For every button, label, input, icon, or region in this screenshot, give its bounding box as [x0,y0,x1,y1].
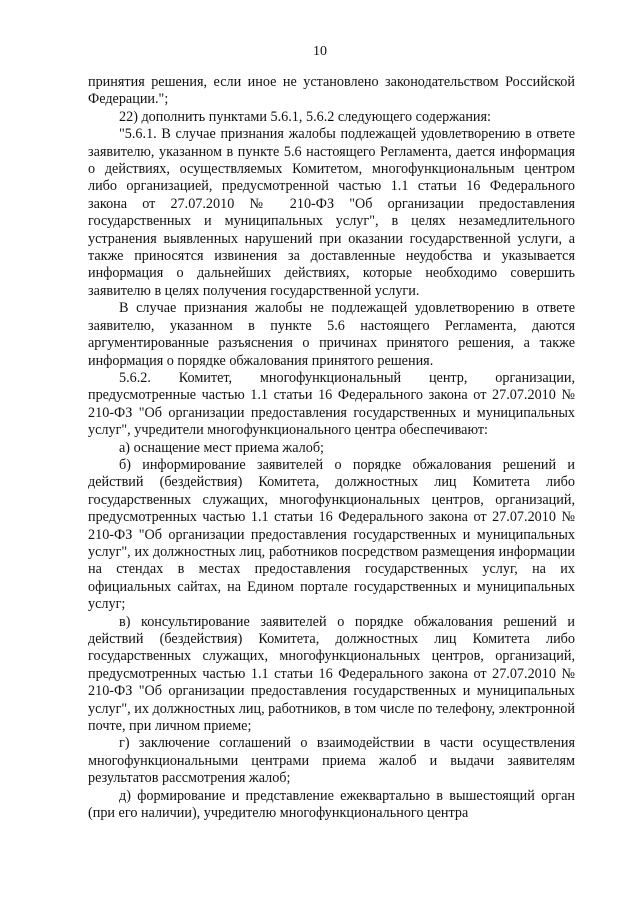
paragraph-refusal: В случае признания жалобы не подлежащей удовлетворению в ответе заявителю, указанном в пункте 5.6 настоящего Регламента, даются аргументированные разъяснения о причинах принятого решения, а также информация о порядке обжалования принятого решения. [88,300,575,369]
paragraph-5-6-2: 5.6.2. Комитет, многофункциональный центр, организации, предусмотренные частью 1.1 статьи 16 Федерального закона от 27.07.2010 № 210-ФЗ "Об организации предоставления государственных и муниципальных услуг", учредители многофункционального центра обеспечивают: [88,369,575,439]
paragraph-continuation: принятия решения, если иное не установлено законодательством Российской Федерации."; [88,74,575,108]
page-number: 10 [313,44,327,59]
document-body [88,74,575,822]
paragraph-item-22: 22) дополнить пунктами 5.6.1, 5.6.2 следующего содержания: [119,108,491,125]
list-item-b: б) информирование заявителей о порядке обжалования решений и действий (бездействия) Комитета, должностных лиц Комитета либо государственных служащих, многофункциональных центров, организаций, предусмотренных частью 1.1 статьи 16 Федерального закона от 27.07.2010 № 210-ФЗ "Об организации предоставления государственных и муниципальных услуг", их должностных лиц, работников посредством размещения информации на стендах в местах предоставления государственных услуг, на их официальных сайтах, на Едином портале государственных и муниципальных услуг; [88,456,575,613]
list-item-a: а) оснащение мест приема жалоб; [119,439,324,456]
list-item-d: д) формирование и представление ежеквартально в вышестоящий орган (при его наличии), учредителю многофункционального центра [88,787,575,822]
paragraph-5-6-1: "5.6.1. В случае признания жалобы подлежащей удовлетворению в ответе заявителю, указанном в пункте 5.6 настоящего Регламента, дается информация о действиях, осуществляемых Комитетом, многофункциональным центром либо организацией, предусмотренной частью 1.1 статьи 16 Федерального закона от 27.07.2010 № 210-ФЗ "Об организации предоставления государственных и муниципальных услуг", в целях незамедлительного устранения выявленных нарушений при оказании государственной услуги, а также приносятся извинения за доставленные неудобства и указывается информация о дальнейших действиях, которые необходимо совершить заявителю в целях получения государственной услуги. [88,126,575,299]
list-item-g: г) заключение соглашений о взаимодействии в части осуществления многофункциональными центрами приема жалоб и выдачи заявителям результатов рассмотрения жалоб; [88,735,575,787]
list-item-v: в) консультирование заявителей о порядке обжалования решений и действий (бездействия) Комитета, должностных лиц Комитета либо государственных служащих, многофункциональных центров, организаций, предусмотренных частью 1.1 статьи 16 Федерального закона от 27.07.2010 № 210-ФЗ "Об организации предоставления государственных и муниципальных услуг", их должностных лиц, работников, в том числе по телефону, электронной почте, при личном приеме; [88,613,575,735]
